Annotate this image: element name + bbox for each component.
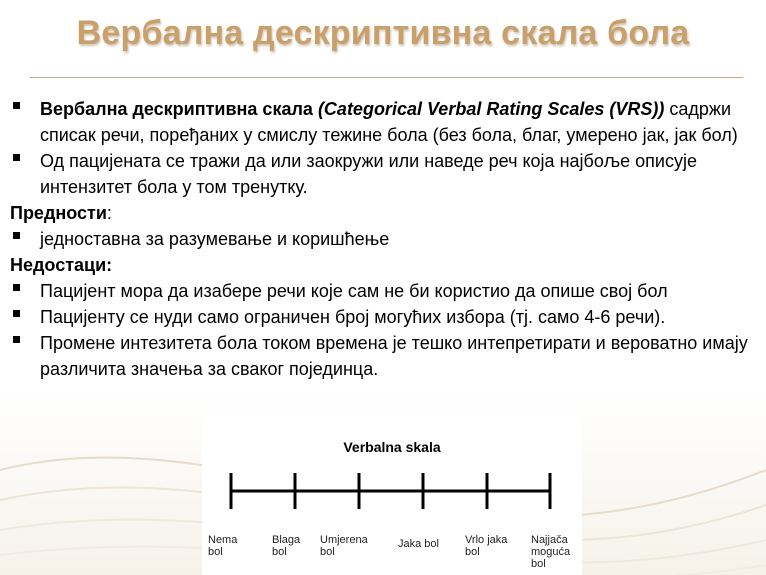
- scale-line-graphic: [202, 412, 582, 575]
- square-bullet-icon: [13, 232, 20, 239]
- bullet-item-definition: [10, 96, 756, 148]
- disadvantage-text: Пацијенту се нуди само ограничен број могућих избора (тј. само 4-6 речи).: [40, 307, 666, 327]
- disadvantage-item-3: [10, 330, 756, 382]
- term-english: (Categorical Verbal Rating Scales (VRS)): [317, 99, 665, 119]
- bullet-item-instructions: [10, 148, 756, 200]
- square-bullet-icon: [13, 336, 20, 343]
- definition-text: садржи списак речи, поређаних у смислу тежине бола (без бола, благ, умерено јак, јак бол): [40, 99, 738, 145]
- disadvantage-text: Пацијент мора да изабере речи које сам не би користио да опише свој бол: [40, 281, 668, 301]
- advantages-heading: Предности:: [10, 203, 112, 223]
- scale-label-very-severe: Vrlo jaka bol: [465, 534, 508, 558]
- square-bullet-icon: [13, 284, 20, 291]
- disadvantage-text: Промене интезитета бола током времена је тешко интепретирати и вероватно имају различита значења за сваког појединца.: [40, 333, 748, 379]
- instructions-text: Од пацијената се тражи да или заокружи или наведе реч која најбоље описује интензитет бола у том тренутку.: [40, 151, 697, 197]
- slide-content: [10, 96, 756, 382]
- scale-label-moderate: Umjerena bol: [320, 534, 368, 558]
- scale-label-severe: Jaka bol: [398, 538, 439, 550]
- square-bullet-icon: [13, 310, 20, 317]
- scale-label-worst: Najjača moguća bol: [531, 534, 571, 570]
- square-bullet-icon: [13, 102, 20, 109]
- scale-title: Verbalna skala: [343, 439, 441, 455]
- verbal-scale-figure: [202, 412, 582, 575]
- advantage-item: [10, 226, 756, 252]
- disadvantage-item-2: [10, 304, 756, 330]
- advantage-text: једноставна за разумевање и коришћење: [40, 229, 390, 249]
- title-divider: [30, 77, 743, 78]
- page-title: Вербална дескриптивна скала бола: [76, 14, 690, 52]
- term-bold: Вербална дескриптивна скала: [40, 99, 313, 119]
- scale-label-no-pain: Nema bol: [208, 534, 238, 558]
- square-bullet-icon: [13, 154, 20, 161]
- disadvantage-item-1: [10, 278, 756, 304]
- scale-label-mild: Blaga bol: [272, 534, 301, 558]
- disadvantages-heading: Недостаци:: [10, 255, 113, 275]
